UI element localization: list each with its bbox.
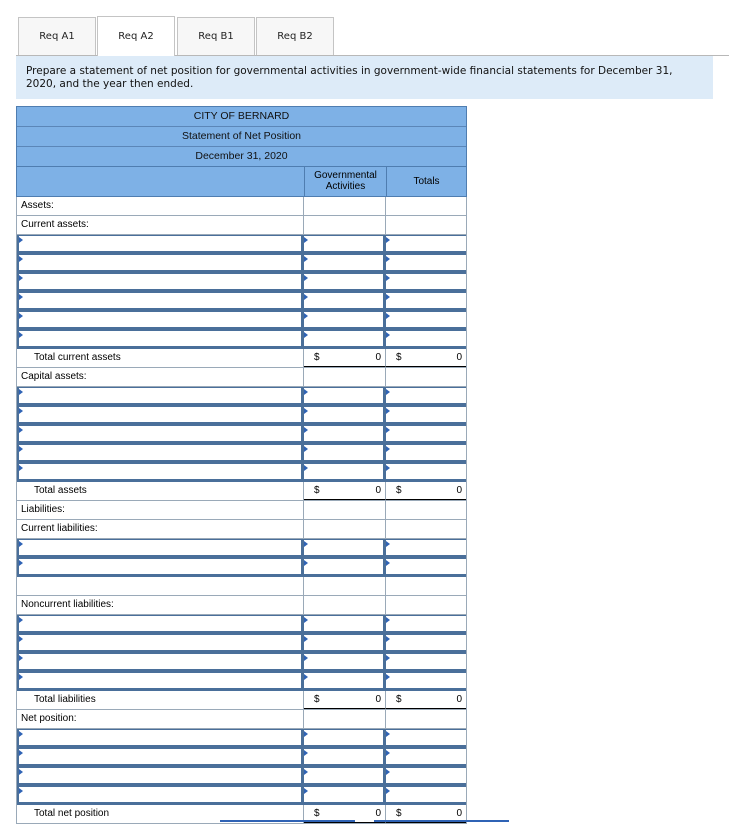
row-label: [17, 577, 304, 595]
account-name-input[interactable]: [17, 236, 304, 251]
input-row: [17, 634, 466, 653]
account-name-input[interactable]: [17, 616, 304, 631]
account-name-input[interactable]: [17, 274, 304, 289]
empty-cell: [386, 596, 466, 614]
input-marker-icon: [304, 617, 308, 623]
empty-cell: [304, 197, 386, 215]
instructions: Prepare a statement of net position for governmental activities in government-wide financial statements for December 31, 2020, and the year then ended.: [16, 56, 713, 99]
tab-req-a2[interactable]: Req A2: [97, 16, 175, 56]
input-marker-icon: [386, 427, 390, 433]
totals-amount-input[interactable]: [386, 312, 466, 327]
totals-total: [386, 482, 466, 500]
input-marker-icon: [304, 636, 308, 642]
governmental-amount-input[interactable]: [304, 445, 386, 460]
governmental-amount-input[interactable]: [304, 540, 386, 555]
governmental-amount-input[interactable]: [304, 407, 386, 422]
governmental-amount-input[interactable]: [304, 312, 386, 327]
section-label-row: [17, 216, 466, 235]
section-label-row: [17, 501, 466, 520]
empty-cell: [386, 368, 466, 386]
row-label: Liabilities:: [17, 501, 304, 519]
input-marker-icon: [304, 731, 308, 737]
account-name-input[interactable]: [17, 730, 304, 745]
input-marker-icon: [19, 446, 23, 452]
totals-amount-input[interactable]: [386, 255, 466, 270]
input-marker-icon: [304, 541, 308, 547]
governmental-amount-input[interactable]: [304, 730, 386, 745]
statement-rows: [16, 197, 467, 824]
totals-amount-input[interactable]: [386, 730, 466, 745]
input-marker-icon: [304, 750, 308, 756]
input-marker-icon: [304, 237, 308, 243]
governmental-total: [304, 482, 386, 500]
tab-bar: [16, 16, 729, 56]
input-marker-icon: [304, 674, 308, 680]
currency-symbol: $: [396, 352, 402, 363]
input-marker-icon: [19, 427, 23, 433]
input-row: [17, 444, 466, 463]
input-marker-icon: [19, 731, 23, 737]
bottom-rule-right: [374, 820, 509, 822]
total-amount: 0: [375, 485, 381, 496]
statement-table: [16, 106, 467, 824]
governmental-amount-input[interactable]: [304, 654, 386, 669]
input-row: [17, 767, 466, 786]
empty-cell: [386, 710, 466, 728]
empty-cell: [304, 216, 386, 234]
governmental-amount-input[interactable]: [304, 331, 386, 346]
governmental-column-header: Governmental Activities: [305, 167, 387, 196]
input-row: [17, 235, 466, 254]
input-marker-icon: [304, 313, 308, 319]
total-amount: 0: [456, 485, 462, 496]
input-row: [17, 311, 466, 330]
totals-column-header: Totals: [413, 176, 440, 187]
total-row: [17, 349, 466, 368]
totals-amount-input[interactable]: [386, 464, 466, 479]
totals-amount-input[interactable]: [386, 749, 466, 764]
input-marker-icon: [19, 465, 23, 471]
account-name-input[interactable]: [17, 768, 304, 783]
input-marker-icon: [386, 674, 390, 680]
account-name-input[interactable]: [17, 331, 304, 346]
section-label-row: [17, 596, 466, 615]
input-row: [17, 292, 466, 311]
input-row: [17, 387, 466, 406]
input-row: [17, 729, 466, 748]
totals-amount-input[interactable]: [386, 293, 466, 308]
account-name-input[interactable]: [17, 787, 304, 802]
input-marker-icon: [304, 655, 308, 661]
totals-amount-input[interactable]: [386, 274, 466, 289]
total-row: [17, 691, 466, 710]
currency-symbol: $: [396, 808, 402, 819]
input-marker-icon: [19, 237, 23, 243]
totals-total: [386, 691, 466, 709]
input-marker-icon: [386, 788, 390, 794]
total-amount: 0: [375, 808, 381, 819]
empty-cell: [386, 577, 466, 595]
account-name-input[interactable]: [17, 540, 304, 555]
totals-amount-input[interactable]: [386, 559, 466, 574]
input-marker-icon: [19, 408, 23, 414]
section-label-row: [17, 520, 466, 539]
total-label: Total liabilities: [17, 691, 304, 709]
row-label: Current assets:: [17, 216, 304, 234]
input-marker-icon: [386, 560, 390, 566]
input-row: [17, 672, 466, 691]
totals-amount-input[interactable]: [386, 616, 466, 631]
row-label: Noncurrent liabilities:: [17, 596, 304, 614]
input-marker-icon: [19, 674, 23, 680]
input-row: [17, 539, 466, 558]
input-row: [17, 786, 466, 805]
total-label: Total assets: [17, 482, 304, 500]
governmental-amount-input[interactable]: [304, 236, 386, 251]
input-row: [17, 425, 466, 444]
input-row: [17, 254, 466, 273]
governmental-amount-input[interactable]: [304, 787, 386, 802]
input-marker-icon: [304, 788, 308, 794]
input-marker-icon: [386, 237, 390, 243]
input-marker-icon: [304, 389, 308, 395]
entity-name: CITY OF BERNARD: [17, 107, 466, 127]
empty-cell: [386, 197, 466, 215]
account-name-input[interactable]: [17, 673, 304, 688]
input-marker-icon: [386, 465, 390, 471]
governmental-amount-input[interactable]: [304, 673, 386, 688]
empty-cell: [304, 596, 386, 614]
governmental-amount-input[interactable]: [304, 768, 386, 783]
totals-amount-input[interactable]: [386, 407, 466, 422]
input-marker-icon: [386, 446, 390, 452]
empty-cell: [386, 520, 466, 538]
statement-header: [16, 106, 467, 167]
governmental-amount-input[interactable]: [304, 388, 386, 403]
input-marker-icon: [304, 465, 308, 471]
totals-total: [386, 349, 466, 367]
input-marker-icon: [386, 750, 390, 756]
input-marker-icon: [19, 750, 23, 756]
governmental-amount-input[interactable]: [304, 426, 386, 441]
tab-req-b2[interactable]: Req B2: [256, 17, 334, 55]
input-row: [17, 615, 466, 634]
account-name-input[interactable]: [17, 388, 304, 403]
input-marker-icon: [19, 769, 23, 775]
input-marker-icon: [19, 636, 23, 642]
input-marker-icon: [386, 541, 390, 547]
input-marker-icon: [304, 332, 308, 338]
input-row: [17, 330, 466, 349]
totals-amount-input[interactable]: [386, 540, 466, 555]
input-marker-icon: [304, 294, 308, 300]
totals-amount-input[interactable]: [386, 388, 466, 403]
input-row: [17, 558, 466, 577]
governmental-total: [304, 691, 386, 709]
input-marker-icon: [386, 313, 390, 319]
account-name-input[interactable]: [17, 635, 304, 650]
input-marker-icon: [304, 769, 308, 775]
empty-cell: [304, 710, 386, 728]
account-name-input[interactable]: [17, 464, 304, 479]
total-amount: 0: [456, 808, 462, 819]
input-row: [17, 748, 466, 767]
section-label-row: [17, 197, 466, 216]
input-row: [17, 653, 466, 672]
input-marker-icon: [19, 655, 23, 661]
column-headers: [16, 167, 467, 197]
currency-symbol: $: [314, 352, 320, 363]
input-marker-icon: [386, 655, 390, 661]
tab-req-a1[interactable]: Req A1: [18, 17, 96, 55]
section-label-row: [17, 710, 466, 729]
label-column-header: [17, 167, 305, 196]
input-marker-icon: [19, 294, 23, 300]
input-row: [17, 273, 466, 292]
input-marker-icon: [304, 256, 308, 262]
empty-cell: [304, 577, 386, 595]
total-amount: 0: [456, 352, 462, 363]
row-label: Capital assets:: [17, 368, 304, 386]
totals-amount-input[interactable]: [386, 673, 466, 688]
input-marker-icon: [386, 294, 390, 300]
input-marker-icon: [386, 731, 390, 737]
currency-symbol: $: [314, 808, 320, 819]
governmental-amount-input[interactable]: [304, 559, 386, 574]
input-marker-icon: [19, 541, 23, 547]
total-row: [17, 482, 466, 501]
currency-symbol: $: [396, 694, 402, 705]
row-label: Assets:: [17, 197, 304, 215]
input-marker-icon: [386, 636, 390, 642]
empty-cell: [304, 501, 386, 519]
input-marker-icon: [304, 446, 308, 452]
input-marker-icon: [19, 560, 23, 566]
totals-amount-input[interactable]: [386, 236, 466, 251]
input-marker-icon: [19, 788, 23, 794]
empty-cell: [386, 216, 466, 234]
total-amount: 0: [375, 352, 381, 363]
input-marker-icon: [19, 275, 23, 281]
input-marker-icon: [19, 332, 23, 338]
empty-cell: [304, 368, 386, 386]
governmental-amount-input[interactable]: [304, 464, 386, 479]
account-name-input[interactable]: [17, 426, 304, 441]
governmental-amount-input[interactable]: [304, 616, 386, 631]
input-marker-icon: [19, 617, 23, 623]
account-name-input[interactable]: [17, 445, 304, 460]
empty-cell: [386, 501, 466, 519]
account-name-input[interactable]: [17, 654, 304, 669]
empty-cell: [304, 520, 386, 538]
account-name-input[interactable]: [17, 255, 304, 270]
input-marker-icon: [304, 427, 308, 433]
totals-amount-input[interactable]: [386, 635, 466, 650]
input-row: [17, 406, 466, 425]
account-name-input[interactable]: [17, 407, 304, 422]
statement-title: Statement of Net Position: [17, 127, 466, 147]
input-marker-icon: [386, 617, 390, 623]
totals-amount-input[interactable]: [386, 787, 466, 802]
governmental-amount-input[interactable]: [304, 255, 386, 270]
account-name-input[interactable]: [17, 749, 304, 764]
total-amount: 0: [375, 694, 381, 705]
input-marker-icon: [304, 275, 308, 281]
input-marker-icon: [19, 313, 23, 319]
total-amount: 0: [456, 694, 462, 705]
governmental-amount-input[interactable]: [304, 293, 386, 308]
currency-symbol: $: [314, 694, 320, 705]
input-marker-icon: [19, 256, 23, 262]
input-marker-icon: [386, 332, 390, 338]
bottom-rule-left: [220, 820, 355, 822]
row-label: Current liabilities:: [17, 520, 304, 538]
account-name-input[interactable]: [17, 559, 304, 574]
totals-amount-input[interactable]: [386, 768, 466, 783]
total-label: Total current assets: [17, 349, 304, 367]
input-marker-icon: [304, 408, 308, 414]
account-name-input[interactable]: [17, 312, 304, 327]
input-marker-icon: [19, 389, 23, 395]
governmental-total: [304, 349, 386, 367]
governmental-amount-input[interactable]: [304, 635, 386, 650]
input-marker-icon: [386, 389, 390, 395]
governmental-amount-input[interactable]: [304, 274, 386, 289]
totals-amount-input[interactable]: [386, 331, 466, 346]
row-label: Net position:: [17, 710, 304, 728]
section-label-row: [17, 577, 466, 596]
currency-symbol: $: [314, 485, 320, 496]
section-label-row: [17, 368, 466, 387]
statement-date: December 31, 2020: [195, 150, 288, 162]
input-marker-icon: [386, 275, 390, 281]
input-marker-icon: [304, 560, 308, 566]
currency-symbol: $: [396, 485, 402, 496]
totals-amount-input[interactable]: [386, 654, 466, 669]
input-marker-icon: [386, 769, 390, 775]
input-marker-icon: [386, 408, 390, 414]
total-label: Total net position: [17, 805, 304, 823]
totals-amount-input[interactable]: [386, 426, 466, 441]
totals-amount-input[interactable]: [386, 445, 466, 460]
input-marker-icon: [386, 256, 390, 262]
input-row: [17, 463, 466, 482]
account-name-input[interactable]: [17, 293, 304, 308]
tab-req-b1[interactable]: Req B1: [177, 17, 255, 55]
governmental-amount-input[interactable]: [304, 749, 386, 764]
